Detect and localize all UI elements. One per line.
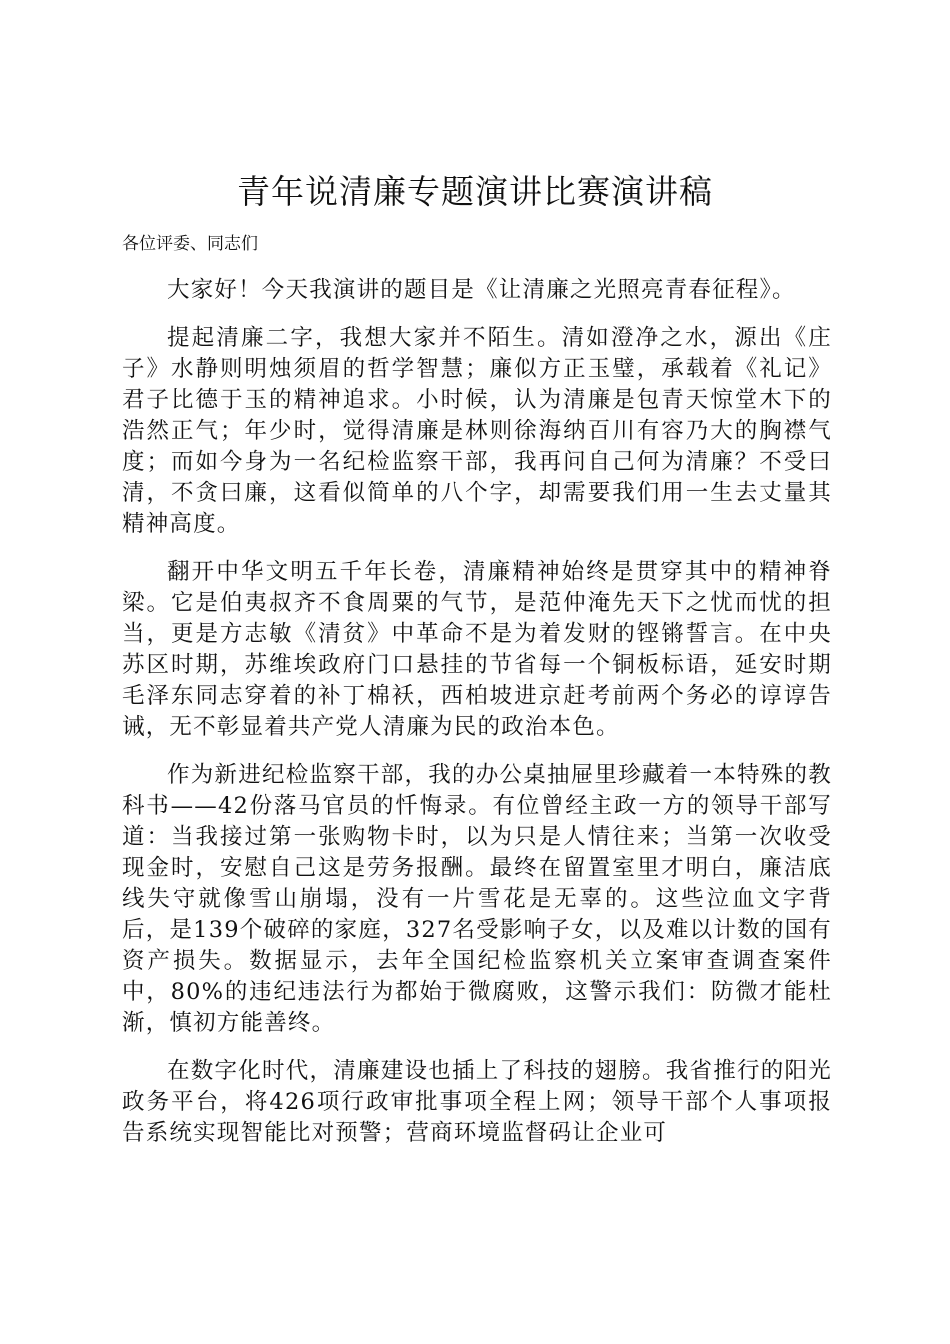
salutation: 各位评委、同志们 [122,234,258,254]
speech-body [122,275,832,1166]
paragraph-2: 提起清廉二字，我想大家并不陌生。清如澄净之水，源出《庄子》水静则明烛须眉的哲学智慧；廉似方正玉璧，承载着《礼记》君子比德于玉的精神追求。小时候，认为清廉是包青天惊堂木下的浩然正气；年少时，觉得清廉是林则徐海纳百川有容乃大的胸襟气度；而如今身为一名纪检监察干部，我再问自己何为清廉？不受曰清，不贪曰廉，这看似简单的八个字，却需要我们用一生去丈量其精神高度。 [122,325,832,537]
document-title: 青年说清廉专题演讲比赛演讲稿 [237,172,713,211]
paragraph-5: 在数字化时代，清廉建设也插上了科技的翅膀。我省推行的阳光政务平台，将426项行政审批事项全程上网；领导干部个人事项报告系统实现智能比对预警；营商环境监督码让企业可 [122,1058,832,1146]
paragraph-3: 翻开中华文明五千年长卷，清廉精神始终是贯穿其中的精神脊梁。它是伯夷叔齐不食周粟的气节，是范仲淹先天下之忧而忧的担当，更是方志敏《清贫》中革命不是为着发财的铿锵誓言。在中央苏区时期，苏维埃政府门口悬挂的节省每一个铜板标语，延安时期毛泽东同志穿着的补丁棉袄，西柏坡进京赶考前两个务必的谆谆告诫，无不彰显着共产党人清廉为民的政治本色。 [122,559,832,740]
paragraph-1: 大家好！今天我演讲的题目是《让清廉之光照亮青春征程》。 [167,277,796,303]
paragraph-4: 作为新进纪检监察干部，我的办公桌抽屉里珍藏着一本特殊的教科书——42份落马官员的忏悔录。有位曾经主政一方的领导干部写道：当我接过第一张购物卡时，以为只是人情往来；当第一次收受现金时，安慰自己这是劳务报酬。最终在留置室里才明白，廉洁底线失守就像雪山崩塌，没有一片雪花是无辜的。这些泣血文字背后，是139个破碎的家庭，327名受影响子女，以及难以计数的国有资产损失。数据显示，去年全国纪检监察机关立案审查调查案件中，80%的违纪违法行为都始于微腐败，这警示我们：防微才能杜渐，慎初方能善终。 [122,762,832,1036]
